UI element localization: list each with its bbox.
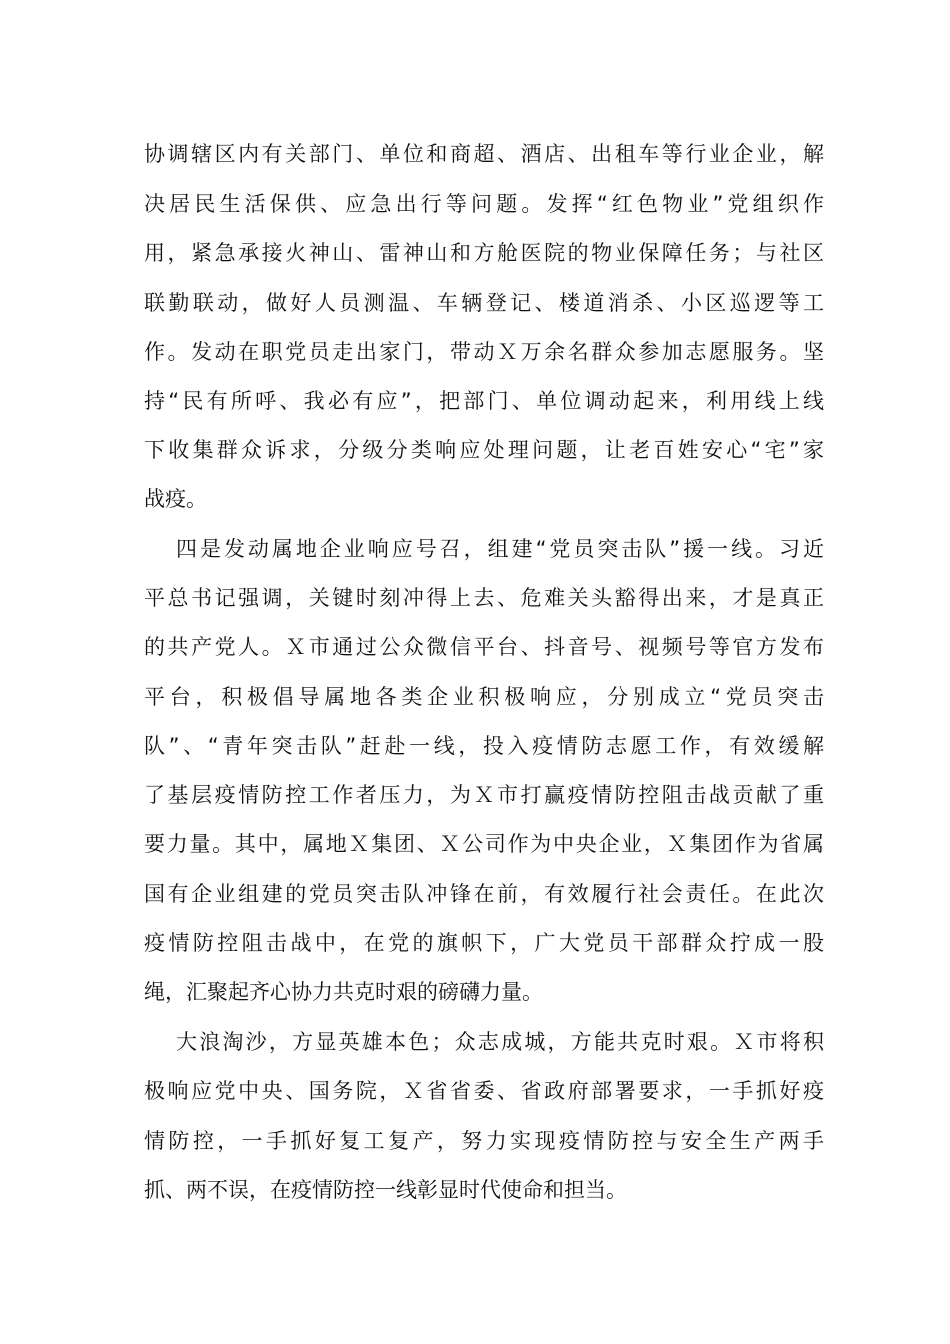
- paragraph-1-line-3: 用，紧急承接火神山、雷神山和方舱医院的物业保障任务；与社区: [144, 241, 824, 265]
- paragraph-2-line-9: 疫情防控阻击战中，在党的旗帜下，广大党员干部群众拧成一股: [144, 931, 824, 955]
- paragraph-3-line-4: 抓、两不误，在疫情防控一线彰显时代使命和担当。: [144, 1178, 627, 1202]
- paragraph-1-line-5: 作。发动在职党员走出家门，带动Ｘ万余名群众参加志愿服务。坚: [144, 340, 824, 364]
- paragraph-2-line-7: 要力量。其中，属地Ｘ集团、Ｘ公司作为中央企业，Ｘ集团作为省属: [144, 832, 824, 856]
- paragraph-3-line-1: 大浪淘沙，方显英雄本色；众志成城，方能共克时艰。Ｘ市将积: [176, 1030, 824, 1054]
- paragraph-2-line-2: 平总书记强调，关键时刻冲得上去、危难关头豁得出来，才是真正: [144, 586, 824, 610]
- paragraph-2-line-5: 队”、“青年突击队”赶赴一线，投入疫情防志愿工作，有效缓解: [144, 734, 824, 758]
- paragraph-2-line-1: 四是发动属地企业响应号召，组建“党员突击队”援一线。习近: [176, 537, 824, 561]
- paragraph-1-line-4: 联勤联动，做好人员测温、车辆登记、楼道消杀、小区巡逻等工: [144, 291, 824, 315]
- paragraph-1-line-2: 决居民生活保供、应急出行等问题。发挥“红色物业”党组织作: [144, 192, 824, 216]
- paragraph-3-line-2: 极响应党中央、国务院，Ｘ省省委、省政府部署要求，一手抓好疫: [144, 1079, 824, 1103]
- paragraph-3-line-3: 情防控，一手抓好复工复产，努力实现疫情防控与安全生产两手: [144, 1129, 824, 1153]
- paragraph-1-line-6: 持“民有所呼、我必有应”，把部门、单位调动起来，利用线上线: [144, 389, 824, 413]
- paragraph-2-line-3: 的共产党人。Ｘ市通过公众微信平台、抖音号、视频号等官方发布: [144, 635, 824, 659]
- paragraph-1-line-8: 战疫。: [144, 487, 207, 511]
- paragraph-2-line-10: 绳，汇聚起齐心协力共克时艰的磅礴力量。: [144, 980, 543, 1004]
- paragraph-2-line-4: 平台，积极倡导属地各类企业积极响应，分别成立“党员突击: [144, 685, 824, 709]
- paragraph-1-line-7: 下收集群众诉求，分级分类响应处理问题，让老百姓安心“宅”家: [144, 438, 824, 462]
- paragraph-1-line-1: 协调辖区内有关部门、单位和商超、酒店、出租车等行业企业，解: [144, 142, 824, 166]
- paragraph-2-line-8: 国有企业组建的党员突击队冲锋在前，有效履行社会责任。在此次: [144, 882, 824, 906]
- paragraph-2-line-6: 了基层疫情防控工作者压力，为Ｘ市打赢疫情防控阻击战贡献了重: [144, 783, 824, 807]
